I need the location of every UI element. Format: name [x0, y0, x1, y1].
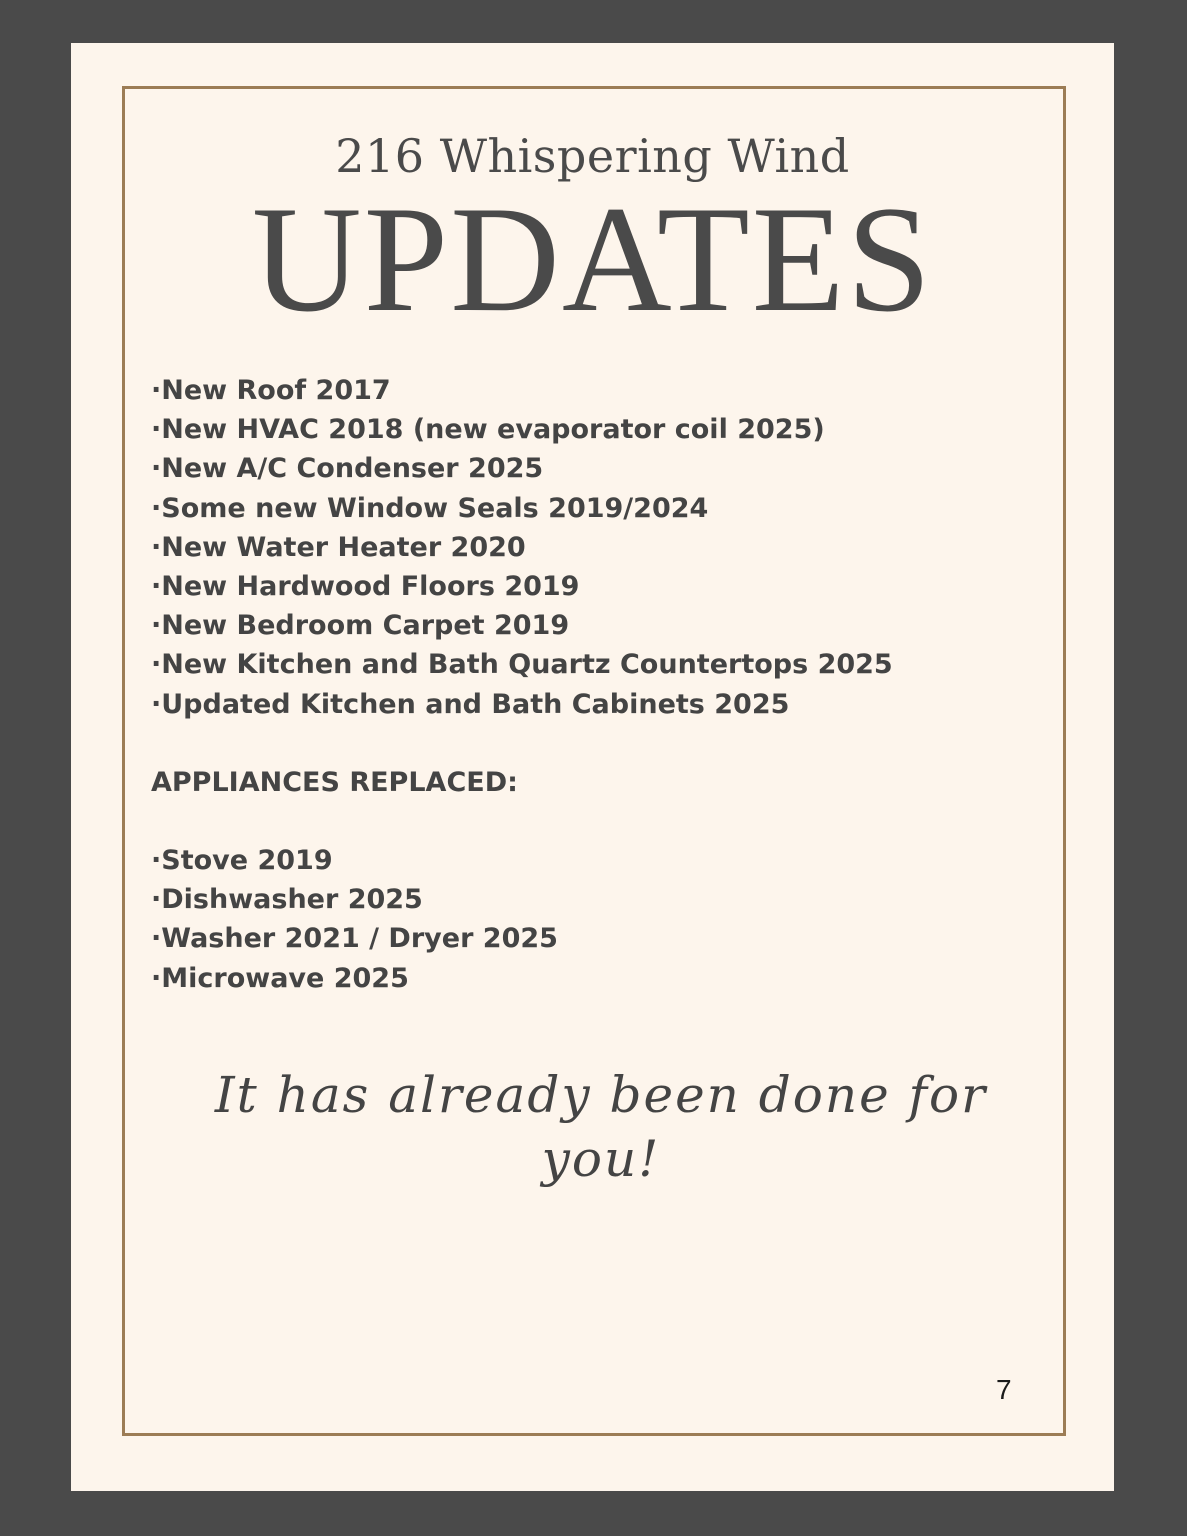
list-item: ·Washer 2021 / Dryer 2025: [151, 923, 558, 955]
document-page: [71, 43, 1114, 1491]
list-item: ·Microwave 2025: [151, 962, 409, 994]
list-item: ·Updated Kitchen and Bath Cabinets 2025: [151, 688, 790, 720]
list-item: ·New Water Heater 2020: [151, 531, 526, 563]
list-item: ·New Hardwood Floors 2019: [151, 571, 580, 603]
list-item: ·New Roof 2017: [151, 375, 391, 406]
tagline: It has already been done for you!: [214, 1066, 988, 1188]
appliances-heading: APPLIANCES REPLACED:: [151, 767, 518, 798]
updates-list: [151, 371, 1051, 724]
list-item: ·New HVAC 2018 (new evaporator coil 2025): [151, 414, 825, 446]
page-number: 7: [996, 1374, 1012, 1405]
list-item: ·Dishwasher 2025: [151, 884, 423, 916]
list-item: ·New A/C Condenser 2025: [151, 453, 544, 485]
page-title: UPDATES: [251, 175, 934, 343]
list-item: ·Stove 2019: [151, 845, 333, 876]
list-item: ·Some new Window Seals 2019/2024: [151, 492, 709, 524]
appliances-list: [151, 841, 558, 998]
property-address: 216 Whispering Wind: [335, 129, 850, 183]
list-item: ·New Kitchen and Bath Quartz Countertops 2025: [151, 649, 893, 681]
list-item: ·New Bedroom Carpet 2019: [151, 610, 570, 642]
